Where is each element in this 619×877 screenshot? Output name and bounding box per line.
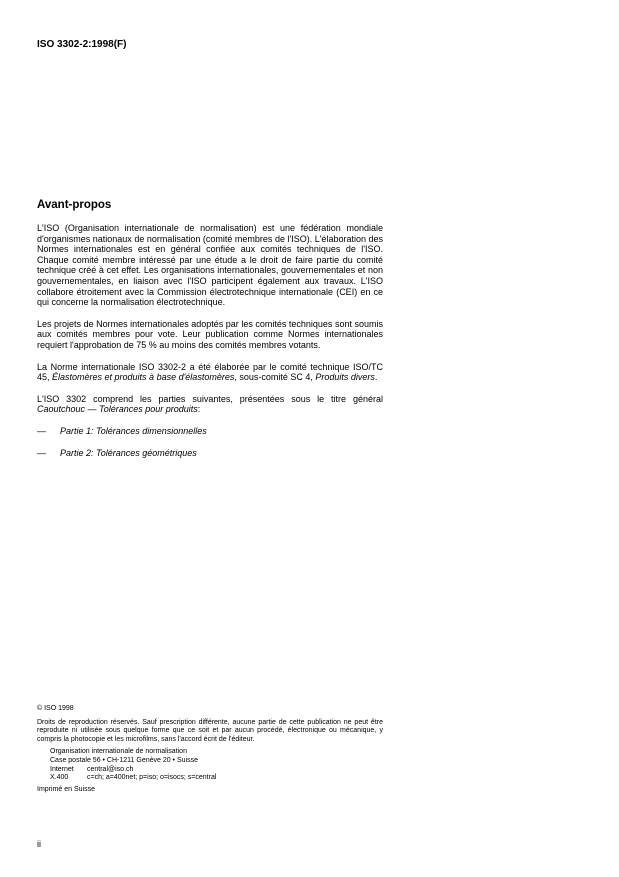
paragraph-iso-organization: L'ISO (Organisation internationale de normalisation) est une fédération mondiale d'organismes nationaux de normalisation (comité membres de l'ISO). L'élaboration des Normes internationales est en général confiée aux comités techniques de l'ISO. Chaque comité membre intéressé par une étude a le droit de faire partie du comité technique créé à cet effet. Les organisations internationales, gouvernementales et non gouvernementales, en liaison avec l'ISO participent également aux travaux. L'ISO collabore étroitement avec la Commission électrotechnique internationale (CEI) en ce qui concerne la normalisation électrotechnique. bbox=[37, 223, 383, 308]
document-id: ISO 3302-2:1998(F) bbox=[37, 39, 127, 50]
paragraph-parts bbox=[37, 394, 383, 415]
copyright-footer bbox=[37, 705, 383, 794]
committee-title: Élastomères et produits à base d'élastomères bbox=[52, 372, 235, 383]
part-1: Partie 1: Tolérances dimensionnelles bbox=[60, 425, 207, 436]
printed-in: Imprimé en Suisse bbox=[37, 785, 95, 793]
general-title: Caoutchouc — Tolérances pour produits bbox=[37, 404, 198, 415]
organization-name: Organisation internationale de normalisation bbox=[50, 748, 187, 756]
dash-bullet: — bbox=[37, 425, 46, 436]
subcommittee-text: , sous-comité SC 4, bbox=[234, 372, 316, 383]
foreword-title: Avant-propos bbox=[37, 199, 112, 211]
parts-intro: L'ISO 3302 comprend les parties suivantes, présentées sous le titre général bbox=[37, 393, 383, 404]
subcommittee-title: Produits divers bbox=[315, 372, 375, 383]
rights-statement: Droits de reproduction réservés. Sauf prescription différente, aucune partie de cette publication ne peut être reproduite ni utilisée sous quelque forme que ce soit et par aucun procédé, électronique ou mécanique, y compris la photocopie et les microfilms, sans l'accord écrit de l'éditeur. bbox=[37, 718, 383, 743]
internet-email: central@iso.ch bbox=[87, 765, 134, 773]
dash-bullet: — bbox=[37, 447, 46, 458]
part-2: Partie 2: Tolérances géométriques bbox=[60, 447, 197, 458]
paragraph-committee bbox=[37, 362, 383, 383]
address-block bbox=[37, 748, 383, 782]
committee-text: La Norme internationale ISO 3302-2 a été élaborée par le comité technique ISO/TC 45, bbox=[37, 361, 383, 383]
internet-row bbox=[50, 766, 383, 775]
foreword-body bbox=[37, 223, 383, 469]
page-number: ii bbox=[37, 839, 41, 849]
internet-label: Internet bbox=[50, 765, 74, 773]
x400-label: X.400 bbox=[50, 774, 69, 782]
paragraph-voting: Les projets de Normes internationales adoptés par les comités techniques sont soumis aux comités membres pour vote. Leur publication comme Normes internationales requiert l'approbation de 75 % au moins des comités membres votants. bbox=[37, 318, 383, 350]
colon: : bbox=[197, 404, 201, 415]
x400-row bbox=[50, 774, 383, 783]
period: . bbox=[374, 372, 378, 383]
postal-address: Case postale 56 • CH-1211 Genève 20 • Suisse bbox=[50, 756, 198, 764]
list-item bbox=[37, 448, 383, 459]
list-item bbox=[37, 426, 383, 437]
x400-address: c=ch; a=400net; p=iso; o=isocs; s=central bbox=[87, 774, 217, 782]
copyright-notice: © ISO 1998 bbox=[37, 705, 74, 712]
